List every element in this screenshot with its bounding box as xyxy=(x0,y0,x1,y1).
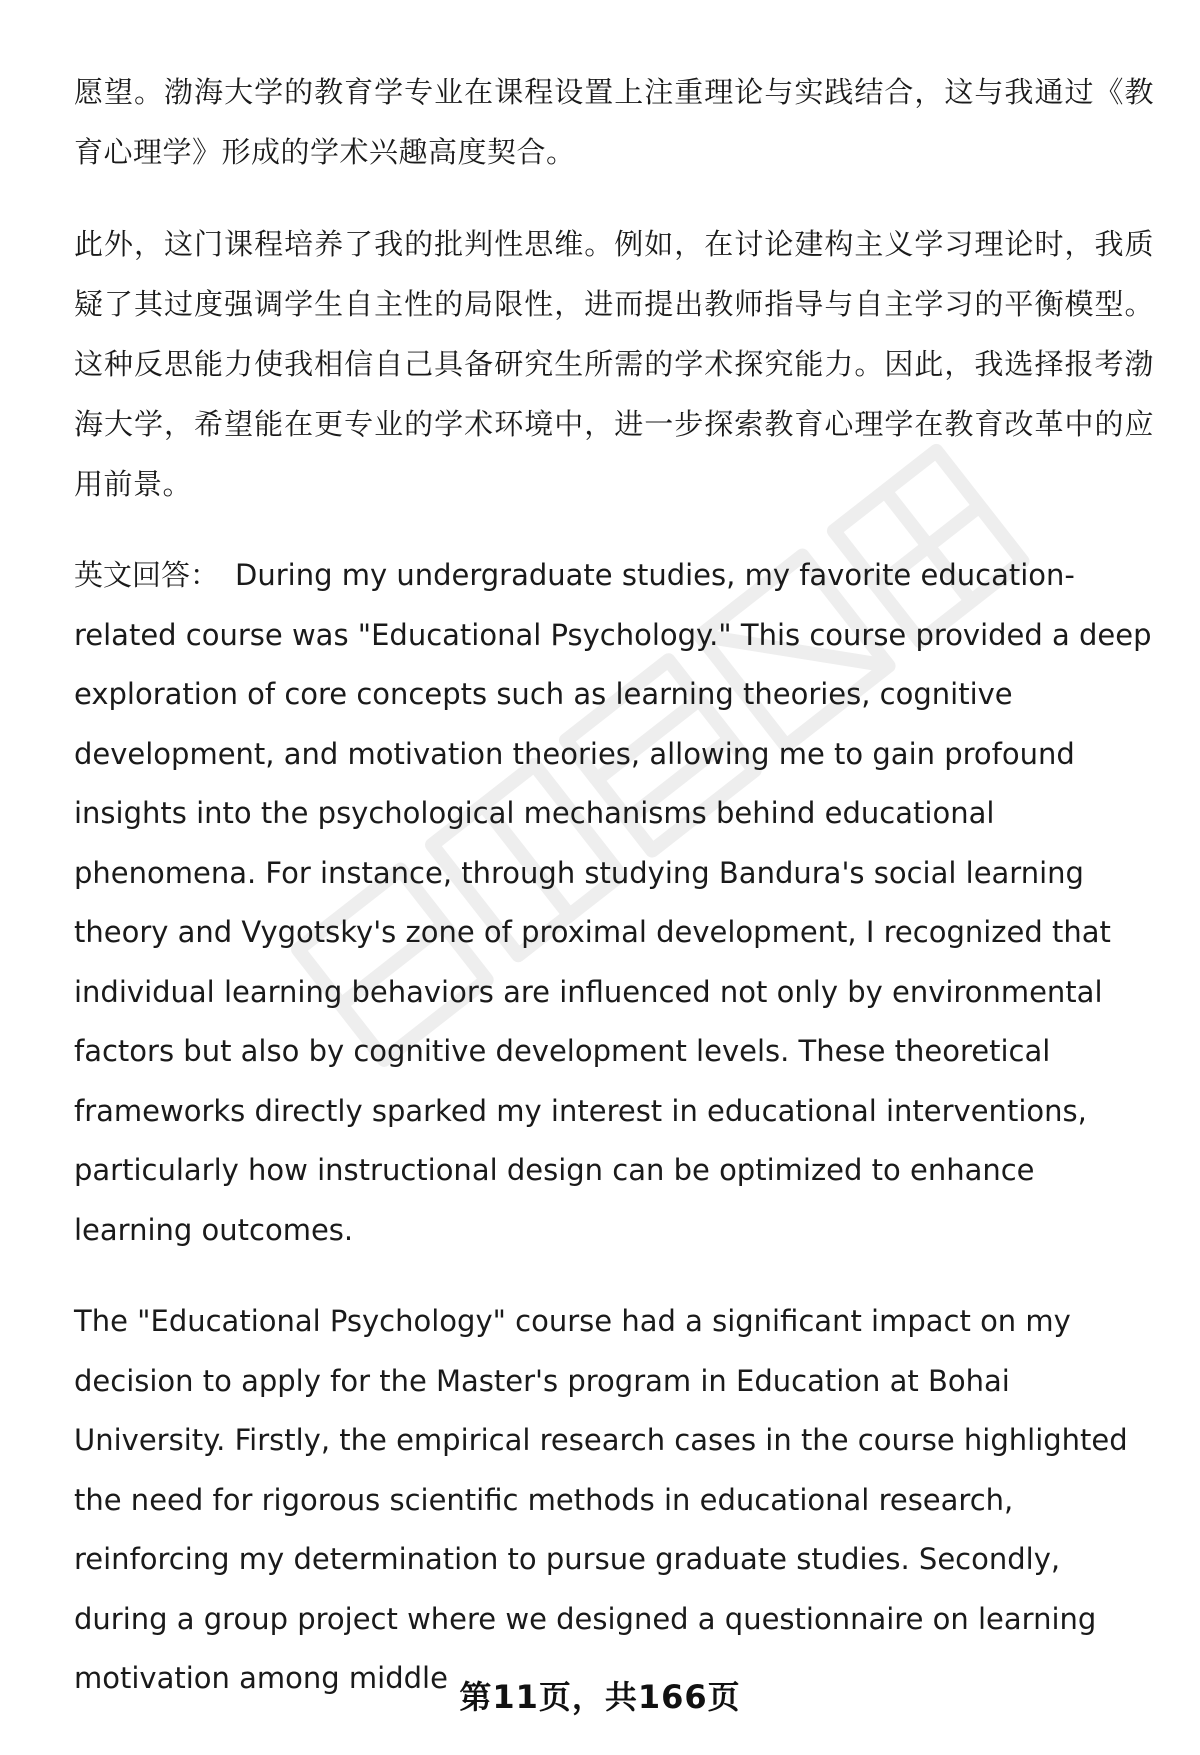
document-body xyxy=(74,62,1154,1741)
english-answer-label: 英文回答： xyxy=(74,558,220,592)
paragraph-english-2: The "Educational Psychology" course had a significant impact on my decision to apply for the Master's program in Education at Bohai University. Firstly, the empirical research cases in the course highlighted the need for rigorous scientific methods in educational research, reinforcing my determination to pursue graduate studies. Secondly, during a group project where we designed a questionnaire on learning motivation among middle xyxy=(74,1304,1128,1695)
paragraph-english-1-text: During my undergraduate studies, my favorite education-related course was "Educational Psychology." This course provided a deep exploration of core concepts such as learning theories, cognitive development, and motivation theories, allowing me to gain profound insights into the psychological mechanisms behind educational phenomena. For instance, through studying Bandura's social learning theory and Vygotsky's zone of proximal development, I recognized that individual learning behaviors are influenced not only by environmental factors but also by cognitive development levels. These theoretical frameworks directly sparked my interest in educational interventions, particularly how instructional design can be optimized to enhance learning outcomes. xyxy=(74,558,1152,1247)
paragraph-chinese-2: 此外，这门课程培养了我的批判性思维。例如，在讨论建构主义学习理论时，我质疑了其过度强调学生自主性的局限性，进而提出教师指导与自主学习的平衡模型。这种反思能力使我相信自己具备研究生所需的学术探究能力。因此，我选择报考渤海大学，希望能在更专业的学术环境中，进一步探索教育心理学在教育改革中的应用前景。 xyxy=(74,227,1154,501)
paragraph-english-1 xyxy=(74,546,1154,1260)
paragraph-chinese-1: 愿望。渤海大学的教育学专业在课程设置上注重理论与实践结合，这与我通过《教育心理学》形成的学术兴趣高度契合。 xyxy=(74,75,1154,169)
page-number: 第11页，共166页 xyxy=(459,1678,741,1716)
